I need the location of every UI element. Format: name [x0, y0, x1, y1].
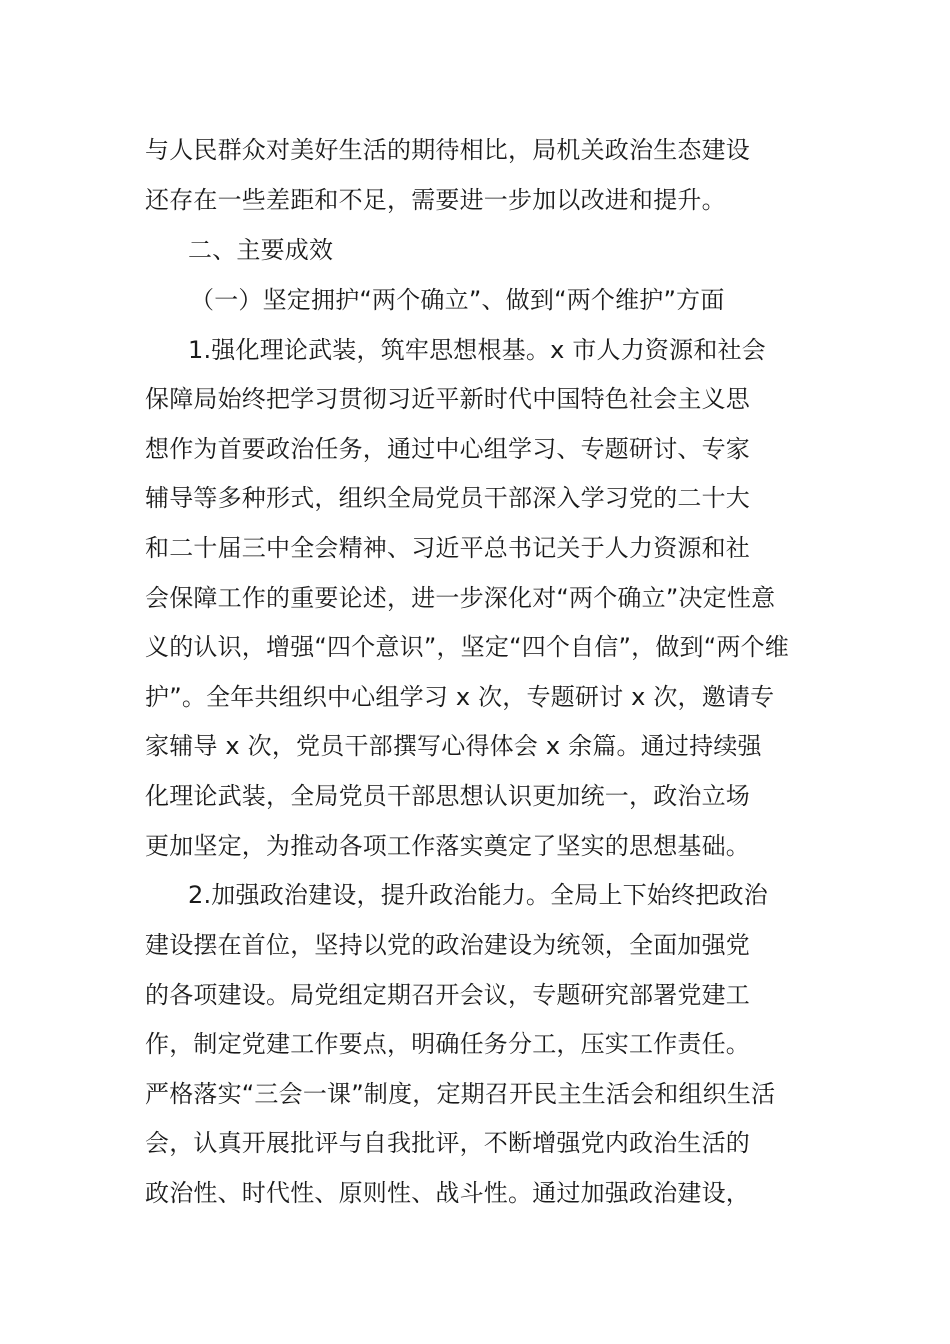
text-line: 会，认真开展批评与自我批评，不断增强党内政治生活的 — [145, 1129, 750, 1157]
text-line: 建设摆在首位，坚持以党的政治建设为统领，全面加强党 — [145, 931, 750, 959]
text-line: 会保障工作的重要论述，进一步深化对“两个确立”决定性意 — [145, 584, 776, 612]
text-line: 作，制定党建工作要点，明确任务分工，压实工作责任。 — [145, 1030, 750, 1058]
text-line: 化理论武装，全局党员干部思想认识更加统一，政治立场 — [145, 782, 750, 810]
text-line: 保障局始终把学习贯彻习近平新时代中国特色社会主义思 — [145, 385, 750, 413]
text-line: 义的认识，增强“四个意识”，坚定“四个自信”，做到“两个维 — [145, 633, 789, 661]
text-line: 严格落实“三会一课”制度，定期召开民主生活会和组织生活 — [145, 1080, 776, 1108]
section-heading: 二、主要成效 — [188, 236, 334, 264]
text-line: 辅导等多种形式，组织全局党员干部深入学习党的二十大 — [145, 484, 750, 512]
paragraph-start: 1.强化理论武装，筑牢思想根基。x 市人力资源和社会 — [188, 336, 766, 364]
text-line: 与人民群众对美好生活的期待相比，局机关政治生态建设 — [145, 136, 750, 164]
text-line: 护”。全年共组织中心组学习 x 次，专题研讨 x 次，邀请专 — [145, 683, 775, 711]
text-line: 想作为首要政治任务，通过中心组学习、专题研讨、专家 — [145, 435, 750, 463]
paragraph-start: 2.加强政治建设，提升政治能力。全局上下始终把政治 — [188, 881, 768, 909]
text-line: 还存在一些差距和不足，需要进一步加以改进和提升。 — [145, 186, 726, 214]
text-line: 更加坚定，为推动各项工作落实奠定了坚实的思想基础。 — [145, 832, 750, 860]
text-line: 政治性、时代性、原则性、战斗性。通过加强政治建设， — [145, 1179, 750, 1207]
text-line: 家辅导 x 次，党员干部撰写心得体会 x 余篇。通过持续强 — [145, 732, 762, 760]
text-line: 的各项建设。局党组定期召开会议，专题研究部署党建工 — [145, 981, 750, 1009]
text-line: 和二十届三中全会精神、习近平总书记关于人力资源和社 — [145, 534, 750, 562]
subsection-heading: （一）坚定拥护“两个确立”、做到“两个维护”方面 — [190, 286, 725, 314]
